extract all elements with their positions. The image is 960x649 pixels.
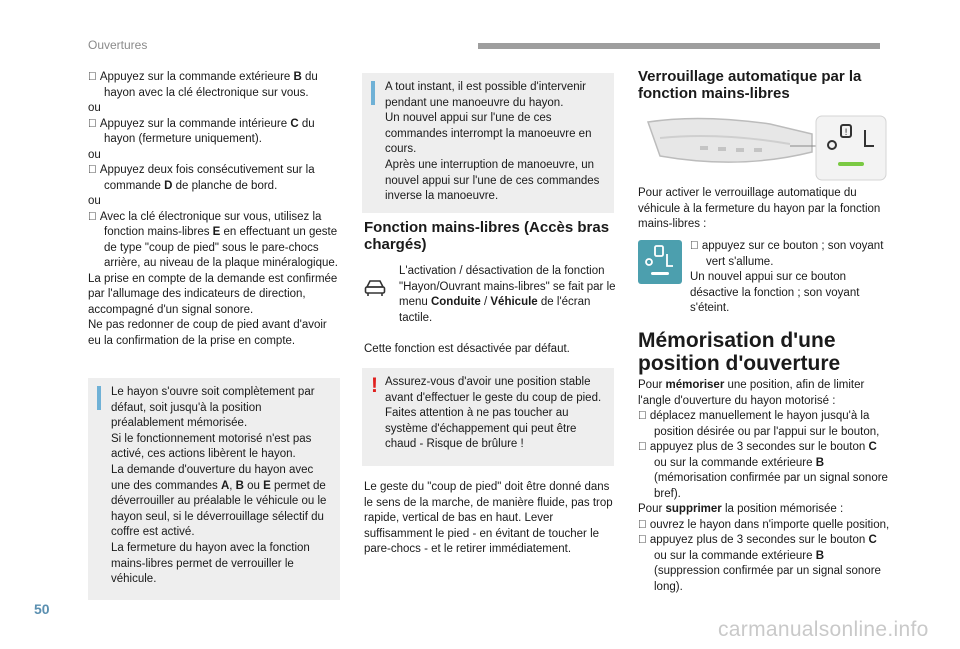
heading-memorise-position: Mémorisation d'une position d'ouverture bbox=[638, 329, 841, 375]
auto-lock-step: Un nouvel appui sur ce bouton désactive la fonction ; son voyant s'éteint. bbox=[690, 271, 860, 314]
step-exterior-b: Appuyez sur la commande extérieure B du hayon avec la clé électronique sur vous. bbox=[88, 71, 341, 99]
watermark: carmanualsonline.info bbox=[718, 618, 929, 641]
or-2: ou bbox=[88, 148, 101, 161]
note-text: Si le fonctionnement motorisé n'est pas activé, ces actions libèrent le hayon. bbox=[111, 432, 312, 461]
tailgate-illustration bbox=[640, 112, 888, 182]
step-handsfree-e: Avec la clé électronique sur vous, utilisez la fonction mains-libres E en effectuant un geste de type "coup de pied" sous le pare-chocs arrière, au niveau de la plaque minéralogique. bbox=[88, 210, 338, 269]
auto-lock-step: appuyez sur ce bouton ; son voyant vert s'allume. bbox=[690, 240, 872, 268]
info-bar-icon bbox=[371, 81, 375, 105]
warning-text: Assurez-vous d'avoir une position stable avant d'effectuer le geste du coup de pied. Faites attention à ne pas toucher au système d'échappement qui peut être chaud - Risque de brûlure ! bbox=[385, 376, 602, 451]
heading-handsfree-function: Fonction mains-libres (Accès bras chargés) bbox=[364, 219, 610, 253]
page-number: 50 bbox=[34, 601, 50, 617]
no-repeat-paragraph: Ne pas redonner de coup de pied avant d'avoir eu la confirmation de la prise en compte. bbox=[88, 319, 327, 347]
info-note-interrupt bbox=[362, 73, 614, 213]
note-text: La fermeture du hayon avec la fonction mains-libres permet de verrouiller le véhicule. bbox=[111, 541, 310, 586]
or-3: ou bbox=[88, 195, 101, 207]
auto-lock-intro: Pour activer le verrouillage automatique du véhicule à la fermeture du hayon par la fonction mains-libres : bbox=[638, 187, 881, 230]
info-note-opening bbox=[88, 378, 340, 600]
delete-step: appuyez plus de 3 secondes sur le bouton C ou sur la commande extérieure B (suppression confirmée par un signal sonore long). bbox=[638, 518, 881, 562]
delete-step: ouvrez le hayon dans n'importe quelle position, bbox=[638, 503, 878, 515]
note-text: Un nouvel appui sur l'une de ces commandes interrompt la manoeuvre en cours. bbox=[385, 112, 592, 156]
auto-lock-steps bbox=[690, 239, 888, 317]
memorise-step: appuyez plus de 3 secondes sur le bouton C ou sur la commande extérieure B (mémorisation confirmée par un signal sonore bref). bbox=[638, 441, 885, 484]
gesture-paragraph: Le geste du "coup de pied" doit être donné dans le sens de la marche, de manière fluide, pas trop rapide, vertical de bas en haut. Lever suffisamment le pied - en évitant de toucher le pare-chocs - et le retirer immédiatement. bbox=[364, 481, 613, 555]
memorise-section: Pour mémoriser une position, afin de limiter l'angle d'ouverture du hayon motorisé : déplacez manuellement le hayon jusqu'à la position désirée ou par l'appui sur le bouton, appuyez plus de 3 secondes sur le bouton C ou sur la commande extérieure B (mémorisation confirmée par un signal sonore bref). Pour supprimer la position mémorisée : ouvrez le hayon dans n'importe quelle position, appuyez plus de 3 secondes sur le bouton C ou sur la commande extérieure B (suppression confirmée par un signal sonore long). bbox=[638, 378, 890, 595]
note-text: Après une interruption de manoeuvre, un nouvel appui sur l'une de ces commandes inverse la manoeuvre. bbox=[385, 158, 600, 203]
column-1 bbox=[88, 70, 342, 349]
confirmation-paragraph: La prise en compte de la demande est confirmée par l'allumage des indicateurs de direction, accompagné d'un signal sonore. bbox=[88, 272, 338, 316]
svg-text:!: ! bbox=[844, 128, 848, 138]
memorise-step: déplacez manuellement le hayon jusqu'à la position désirée ou par l'appui sur le bouton, bbox=[638, 410, 880, 438]
step-dashboard-d: Appuyez deux fois consécutivement sur la commande D de planche de bord. bbox=[88, 164, 303, 192]
step-interior-c: Appuyez sur la commande intérieure C du hayon (fermeture uniquement). bbox=[88, 117, 338, 145]
or-1: ou bbox=[88, 102, 101, 114]
warning-icon: ! bbox=[371, 374, 378, 397]
car-settings-icon bbox=[364, 278, 386, 298]
activation-text: L'activation / désactivation de la fonction "Hayon/Ouvrant mains-libres" se fait par le menu Conduite / Véhicule de l'écran tactile. bbox=[399, 265, 616, 324]
note-text: A tout instant, il est possible d'intervenir pendant une manoeuvre du hayon. bbox=[385, 81, 586, 109]
header-bar bbox=[478, 43, 880, 49]
note-text: La demande d'ouverture du hayon avec une des commandes A, B ou E permet de déverrouiller au préalable le véhicule ou le hayon seul, si le déverrouillage sélectif du coffre est activé. bbox=[111, 463, 327, 539]
note-text: Le hayon s'ouvre soit complètement par défaut, soit jusqu'à la position préalablement mémorisée. bbox=[111, 386, 315, 430]
warning-note bbox=[362, 368, 614, 466]
info-bar-icon bbox=[97, 386, 101, 410]
auto-lock-button-icon[interactable] bbox=[638, 240, 682, 284]
default-disabled-text: Cette fonction est désactivée par défaut. bbox=[364, 343, 570, 355]
heading-auto-lock: Verrouillage automatique par la fonction mains-libres bbox=[638, 68, 862, 102]
header-section-title: Ouvertures bbox=[88, 38, 148, 52]
